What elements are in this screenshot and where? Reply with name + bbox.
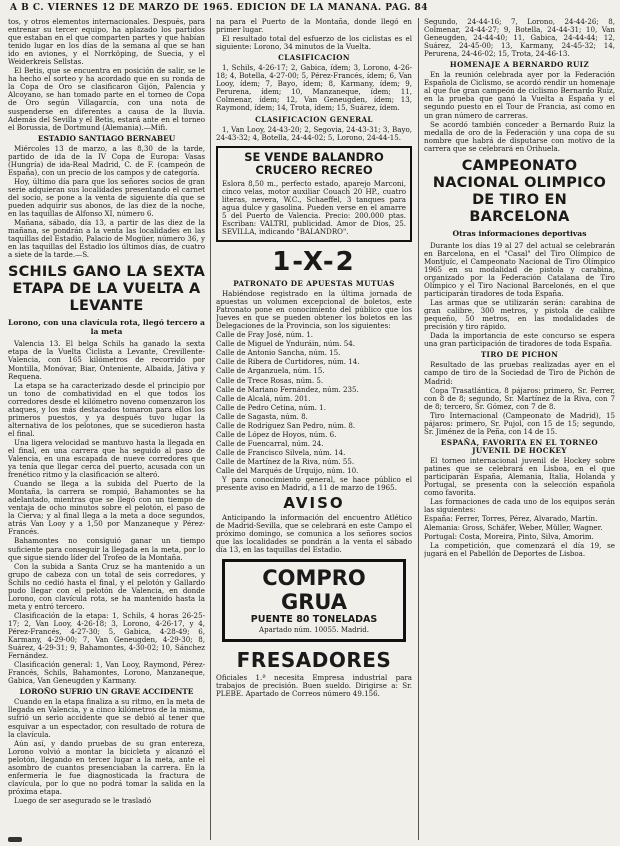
article-deck: Otras informaciones deportivas <box>452 228 587 238</box>
column-rule <box>210 18 211 840</box>
article-paragraph: Anticipando la información del encuentro Atlético de Madrid-Sevilla, que se celebrará en este Campo el próximo domingo, se comunica a los señores socios que las localidades se pondrán a la venta el sábado día 13, en las taquillas del Estadio. <box>216 513 412 555</box>
article-paragraph: La competición, que comenzará el día 19, se jugará en el Pabellón de Deportes de Lisboa. <box>424 541 615 559</box>
classification-list: Segundo, 24-44-16; 7, Lorono, 24-44-26; 8, Colmenar, 24-44-27; 9, Botella, 24-44-31; 10, Van Geneugden, 24-44-40; 11, Gabica, 24-44-44; 12, Suárez, 24-45-00; 13, Karmany, 24-45-32; 14, Perurena, 24-46-02; 15, Trota, 24-46-13. <box>424 18 615 59</box>
article-paragraph: Aún así, y dando pruebas de su gran entereza, Lorono volvió a montar la bicicleta y alcanzó el pelotón, llegando en tercer lugar a la meta, ante el asombro de cuantos presenciaban la carrera. En la enfermería le fue diagnosticada la fractura de clavícula, por lo que no podrá tomar la salida en la próxima etapa. <box>8 738 205 796</box>
article-paragraph: La etapa se ha caracterizado desde el principio por un tono de combatividad en el que todos los corredores desde el kilómetro noveno comenzaron los ataques, y los más destacados tomaron para ellos los primeros puestos, y ya después tuvo lugar la alternativa de los pelotones, que se sucedieron hasta el final. <box>8 380 205 438</box>
article-paragraph: El resultado total del esfuerzo de los ciclistas es el siguiente: Lorono, 34 minutos de la Vuelta. <box>216 34 412 52</box>
column-rule <box>418 18 419 840</box>
notice-heading: AVISO <box>283 494 345 513</box>
ad-title: SE VENDE BALANDRO CRUCERO RECREO <box>244 149 384 177</box>
section-heading: CLASIFICACION <box>278 53 350 63</box>
quiniela-heading: 1-X-2 <box>272 246 356 277</box>
article-paragraph: Valencia 13. El belga Schils ha ganado la sexta etapa de la Vuelta Ciclista a Levante, Crevillente-Valencia, con 165 kilómetros de recorrido por Montilla, Monóvar, Biar, Onteniente, Albaida, Játiva y Requena. <box>8 339 205 381</box>
list-item: Calle de Pedro Cetina, núm. 1. <box>216 402 326 412</box>
article-paragraph: Clasificación general: 1, Van Looy, Raymond, Pérez-Francés, Schils, Bahamontes, Lorono, Manzaneque, Gabica, Van Geneugden y Karmany. <box>8 660 205 686</box>
article-paragraph: Miércoles 13 de marzo, a las 8,30 de la tarde, partido de ida de la IV Copa de Europa: Vasas (Hungría) de ida-Real Madrid, C. de F. (campeón de España), con un precio de los campos y de categoría. <box>8 143 205 177</box>
article-paragraph: Cuando en la etapa finaliza a su ritmo, en la meta de llegada en Valencia, y a cinco kilómetros de la misma, sufrió un serio accidente que se debió al tener que esquivar a un espectador, con resultado de rotura de la clavícula. <box>8 697 205 739</box>
section-heading: ESTADIO SANTIAGO BERNABEU <box>37 133 176 143</box>
article-paragraph: Cuando se llega a la subida del Puerto de la Montaña, la carrera se rompió, Bahamontes se ha adelantado, mientras que se llegó con un tiempo de ventaja de ocho minutos sobre el pelotón, el paso de la Cierva; y al final llega a la meta a doce segundos, atrás Van Looy y a 1,50 por Manzaneque y Pérez-Francés. <box>8 479 205 537</box>
article-headline: CAMPEONATO NACIONAL OLIMPICO DE TIRO EN BARCELONA <box>432 157 607 225</box>
article-paragraph: Las armas que se utilizarán serán: carabina de gran calibre, 300 metros, y pistola de calibre pequeño, 50 metros, en las modalidades de precisión y tiro rápido. <box>424 298 615 332</box>
section-heading: PATRONATO DE APUESTAS MUTUAS <box>233 278 395 288</box>
article-paragraph: Se acordó también conceder a Bernardo Ruiz la medalla de oro de la Federación y una copa de su nombre que habrá de disputarse con motivo de la carrera que se celebrará en Orihuela. <box>424 119 615 153</box>
classification-list: 1, Van Looy, 24-43-20; 2, Segovia, 24-43-31; 3, Bayo, 24-43-32; 4, Botella, 24-44-02; 5, Lorono, 24-44-15. <box>216 124 412 142</box>
article-headline: SCHILS GANO LA SEXTA ETAPA DE LA VUELTA A LEVANTE <box>8 264 205 315</box>
section-heading: ESPAÑA, FAVORITA EN EL TORNEO JUVENIL DE HOCKEY <box>440 437 599 455</box>
article-paragraph: Habiéndose registrado en la última jornada de apuestas un volumen excepcional de boletos, este Patronato pone en conocimiento del público que los Jueves en que se pueden obtener los boletos en las Delegaciones de la Provincia, son los siguientes: <box>216 289 412 331</box>
list-item: Alemania: Gross, Schäfer, Weber, Müller, Wagner. <box>424 523 603 533</box>
article-paragraph: El Betis, que se encuentra en posición de salir, se le ha hecho el sorteo y ha acordado que en su ronda de la Copa de Oro se clasificaron Gijón, Palencia y Alcoyano, se han tomado parte en el torneo de Copa de Oro según Villagarcía, con una nota de suspenderse en diferentes a causa de la lluvia. Además del Sevilla y el Betis, estará ante en el torneo el Borussia, de Dortmund (Alemania).—Mifi. <box>8 66 205 132</box>
list-item: Calle de Ribera de Curtidores, núm. 14. <box>216 357 360 367</box>
list-item: Calle de Martínez de la Riva, núm. 55. <box>216 456 355 466</box>
classified-ad-boat <box>216 146 412 242</box>
article-paragraph: En la reunión celebrada ayer por la Federación Española de Ciclismo, se acordó rendir un homenaje al que fue gran campeón de ciclismo Bernardo Ruiz, en la prueba que ganó la Vuelta a España y el segundo puesto en el Tour de Francia, así como en un gran número de carreras. <box>424 70 615 120</box>
list-item: España: Ferrer, Torres, Pérez, Alvarado, Martín. <box>424 514 598 524</box>
list-item: Calle de Sagasta, núm. 8. <box>216 411 308 421</box>
article-deck: Lorono, con una clavícula rota, llegó tercero a la meta <box>8 318 205 337</box>
article-paragraph: Con la subida a Santa Cruz se ha mantenido a un grupo de cabeza con un total de seis corredores, y Schils no cedió hasta el final, y el pelotón y Gallardo pudo llegar con el pelotón de Valencia, en donde Lorono, con clavícula rota, se ha mantenido hasta la meta y entró tercero. <box>8 561 205 611</box>
list-item: Calle del Marqués de Urquijo, núm. 10. <box>216 465 359 475</box>
article-paragraph: Tiro Internacional (Campeonato de Madrid), 15 pájaros: primero, Sr. Pujol, con 15 de 15; segundo, Sr. Jiménez de la Peña, con 14 de 15. <box>424 410 615 436</box>
list-item: Calle de López de Hoyos, núm. 6. <box>216 429 337 439</box>
article-paragraph: Dada la importancia de este concurso se espera una gran participación de tiradores de toda España. <box>424 331 615 349</box>
list-item: Calle de Rodríguez San Pedro, núm. 8. <box>216 420 356 430</box>
job-ad-heading: FRESADORES <box>236 648 392 673</box>
article-paragraph: na para el Puerto de la Montaña, donde llegó en primer lugar. <box>216 18 412 35</box>
article-paragraph: Y para conocimiento general, se hace público el presente aviso en Madrid, a 11 de marzo de 1965. <box>216 475 412 493</box>
page-footer-mark <box>8 837 22 842</box>
article-paragraph: El torneo internacional juvenil de Hockey sobre patines que se celebrará en Lisboa, en el que participarán España, Alemania, Italia, Holanda y Portugal, se presenta con la selección española como favorita. <box>424 455 615 498</box>
section-heading: LOROÑO SUFRIO UN GRAVE ACCIDENTE <box>19 687 194 697</box>
section-heading: TIRO DE PICHON <box>480 350 559 360</box>
ad-text: Eslora 8,50 m., perfecto estado, aparejo Marconi, cinco velas, motor auxiliar Couach 20 HP., cuatro literas, nevera, W.C., Schaeffel, 3 tanques para agua dulce y gasolina. Pueden verse en el amarre 5 del Puerto de Valencia. Precio: 200.000 ptas. Escriban: VALTRI, publicidad. Amor de Dios, 25. SEVILLA, indicando "BALANDRO". <box>222 178 406 236</box>
list-item: Calle de Mariano Fernández, núm. 235. <box>216 384 359 394</box>
article-paragraph: Mañana, sábado, día 13, a partir de las diez de la mañana, se pondrán a la venta las localidades en las taquillas del Estadio, Palacio de Mogüer, número 36, y en las taquillas del Estadio los últimos días, de cuatro a siete de la tarde.—S. <box>8 218 205 260</box>
article-paragraph: Hoy, último día para que los señores socios de gran serie adquieran sus localidades presentando el carnet del socio, se pone a la venta de siguiente día que se pueden adquirir sus abonos, de las diez de la noche, en las taquillas de Alfonso XI, número 6. <box>8 176 205 219</box>
article-paragraph: tos, y otros elementos internacionales. Después, para entrenar su tercer equipo, ha aplazado los partidos que estaban en el que comparten partes y que habían tenido lugar en los días de la semana al que se han ido en aviones, y el Norrköping, de Suecia, y el Weiderkreis Sellstas. <box>8 18 205 67</box>
list-item: Calle de Antonio Sancha, núm. 15. <box>216 348 341 358</box>
article-paragraph: Clasificación de la etapa: 1, Schils, 4 horas 26-25-17; 2, Van Looy, 4-26-18; 3, Lorono, 4-26-17, y 4, Pérez-Francés, 4-27-30; 5, Gabica, 4-28-49; 6, Karmany, 4-29-00; 7, Van Geneugden, 4-29-30; 8, Suárez, 4-29-31; 9, Bahamontes, 4-30-02; 10, Sánchez Fernández. <box>8 610 205 661</box>
ad-contact: Apartado núm. 10055. Madrid. <box>259 626 369 635</box>
list-item: Calle de Arganzuela, núm. 15. <box>216 366 325 376</box>
article-paragraph: Resultado de las pruebas realizadas ayer en el campo de tiro de la Sociedad de Tiro de Pichón de Madrid: <box>424 360 615 386</box>
article-paragraph: Copa Trasatlántica, 8 pájaros: primero, Sr. Ferrer, con 8 de 8; segundo, Sr. Martínez de la Riva, con 7 de 8; tercero, Sr. Gómez, con 7 de 8. <box>424 385 615 411</box>
article-paragraph: Bahamontes no consiguió ganar un tiempo suficiente para conseguir la llegada en la meta, por lo que sigue siendo líder del Trofeo de la Montaña. <box>8 536 205 562</box>
list-item: Calle de Fray José, núm. 1. <box>216 330 314 340</box>
column-3 <box>424 18 615 840</box>
ad-title: COMPRO GRUA <box>262 566 366 615</box>
section-heading: CLASIFICACION GENERAL <box>255 114 373 124</box>
classification-list: 1, Schils, 4-26-17; 2, Gabica, ídem; 3, Lorono, 4-26-18; 4, Botella, 4-27-00; 5, Pérez-Francés, ídem; 6, Van Looy, ídem; 7, Bayo, ídem; 8, Karmany, ídem; 9, Perurena, ídem; 10, Manzaneque, ídem; 11, Colmenar, ídem; 12, Van Geneugden, ídem; 13, Raymond, ídem; 14, Trota, ídem; 15, Suárez, ídem. <box>216 63 412 113</box>
section-heading: HOMENAJE A BERNARDO RUIZ <box>449 60 590 70</box>
classified-ad-crane <box>222 559 406 642</box>
list-item: Calle de Trece Rosas, núm. 5. <box>216 375 324 385</box>
list-item: Calle de Francisco Silvela, núm. 14. <box>216 447 346 457</box>
list-item: Portugal: Costa, Moreira, Pinto, Silva, Amorim. <box>424 532 594 542</box>
page-header: A B C. VIERNES 12 DE MARZO DE 1965. EDICION DE LA MAÑANA. PAG. 84 <box>10 3 428 13</box>
column-2 <box>216 18 412 840</box>
column-1 <box>8 18 205 840</box>
list-item: Calle de Alcalá, núm. 201. <box>216 393 311 403</box>
article-paragraph: Una ligera velocidad se mantuvo hasta la llegada en el final, en una carrera que ha seguido al paso de Valencia, en una escapada de nueve corredores que ya tenía que llegar cerca del puerto, acusada con un frenético ritmo y la clasificación se alteró. <box>8 437 205 480</box>
article-paragraph: Durante los días 19 al 27 del actual se celebrarán en Barcelona, en el "Casal" del Tiro Olímpico de Montjuïc, el Campeonato Nacional de Tiro Olímpico 1965 en su modalidad de pistola y carabina, organizado por la Federación Catalana de Tiro Olímpico y el Tiro Nacional Barcelonés, en el que participarán tiradores de toda España. <box>424 240 615 299</box>
ad-subtitle: PUENTE 80 TONELADAS <box>250 614 378 626</box>
list-item: Calle de Miguel de Ynduráin, núm. 54. <box>216 339 355 349</box>
list-item: Calle de Fuencarral, núm. 24. <box>216 438 324 448</box>
article-paragraph: Las formaciones de cada uno de los equipos serán las siguientes: <box>424 497 615 515</box>
ad-text: Oficiales 1.ª necesita Empresa industrial para trabajos de precisión. Buen sueldo. Dirigirse a: Sr. PLEBE. Apartado de Correos número 49.156. <box>216 673 412 699</box>
article-paragraph: Luego de ser asegurado se le trasladó <box>14 795 152 805</box>
